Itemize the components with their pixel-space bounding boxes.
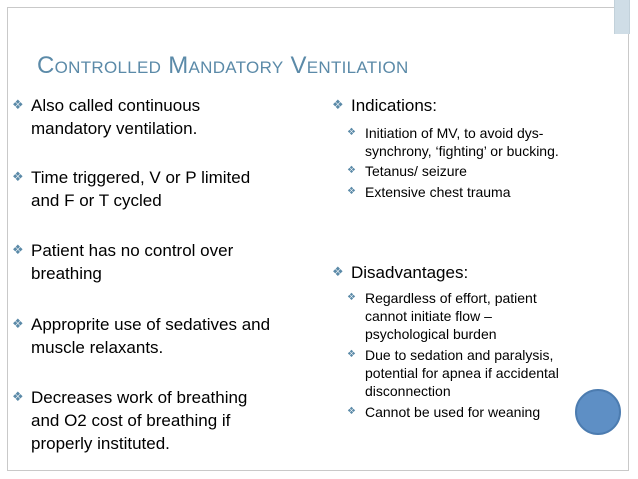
sub-bullet-icon: ❖ <box>347 186 356 197</box>
bullet-text-line: mandatory ventilation. <box>31 119 198 138</box>
bullet-icon: ❖ <box>332 98 344 113</box>
bullet-text-line: Approprite use of sedatives and <box>31 315 271 334</box>
bullet-icon: ❖ <box>12 98 24 113</box>
sub-bullet-text-line: potential for apnea if accidental <box>365 365 559 381</box>
corner-decoration <box>614 0 630 34</box>
sub-bullet-text-line: Due to sedation and paralysis, <box>365 347 554 363</box>
sub-bullet-text-line: synchrony, ‘fighting’ or bucking. <box>365 143 559 159</box>
bullet-icon: ❖ <box>12 243 24 258</box>
sub-bullet-text-line: Extensive chest trauma <box>365 184 511 200</box>
indications-heading: Indications: <box>351 96 437 115</box>
bullet-icon: ❖ <box>12 170 24 185</box>
bullet-text-line: Time triggered, V or P limited <box>31 168 251 187</box>
bullet-icon: ❖ <box>12 317 24 332</box>
sub-bullet-text-line: Tetanus/ seizure <box>365 163 467 179</box>
bullet-text-line: breathing <box>31 264 102 283</box>
sub-bullet-text-line: Initiation of MV, to avoid dys- <box>365 125 544 141</box>
bullet-text-line: Patient has no control over <box>31 241 234 260</box>
disadvantages-heading: Disadvantages: <box>351 263 469 282</box>
sub-bullet-text-line: disconnection <box>365 383 451 399</box>
bullet-text-line: Decreases work of breathing <box>31 388 248 407</box>
bullet-text-line: and O2 cost of breathing if <box>31 411 231 430</box>
bullet-text-line: muscle relaxants. <box>31 338 164 357</box>
slide-title: Controlled Mandatory Ventilation <box>37 52 409 79</box>
sub-bullet-icon: ❖ <box>347 406 356 417</box>
sub-bullet-icon: ❖ <box>347 349 356 360</box>
sub-bullet-icon: ❖ <box>347 127 356 138</box>
bullet-text-line: properly instituted. <box>31 434 170 453</box>
slide-decoration-circle <box>575 389 621 435</box>
bullet-icon: ❖ <box>12 390 24 405</box>
bullet-text-line: Also called continuous <box>31 96 201 115</box>
sub-bullet-text-line: Cannot be used for weaning <box>365 404 541 420</box>
bullet-icon: ❖ <box>332 265 344 280</box>
sub-bullet-text-line: psychological burden <box>365 326 497 342</box>
sub-bullet-text-line: Regardless of effort, patient <box>365 290 537 306</box>
sub-bullet-text-line: cannot initiate flow – <box>365 308 492 324</box>
sub-bullet-icon: ❖ <box>347 165 356 176</box>
bullet-text-line: and F or T cycled <box>31 191 162 210</box>
sub-bullet-icon: ❖ <box>347 292 356 303</box>
